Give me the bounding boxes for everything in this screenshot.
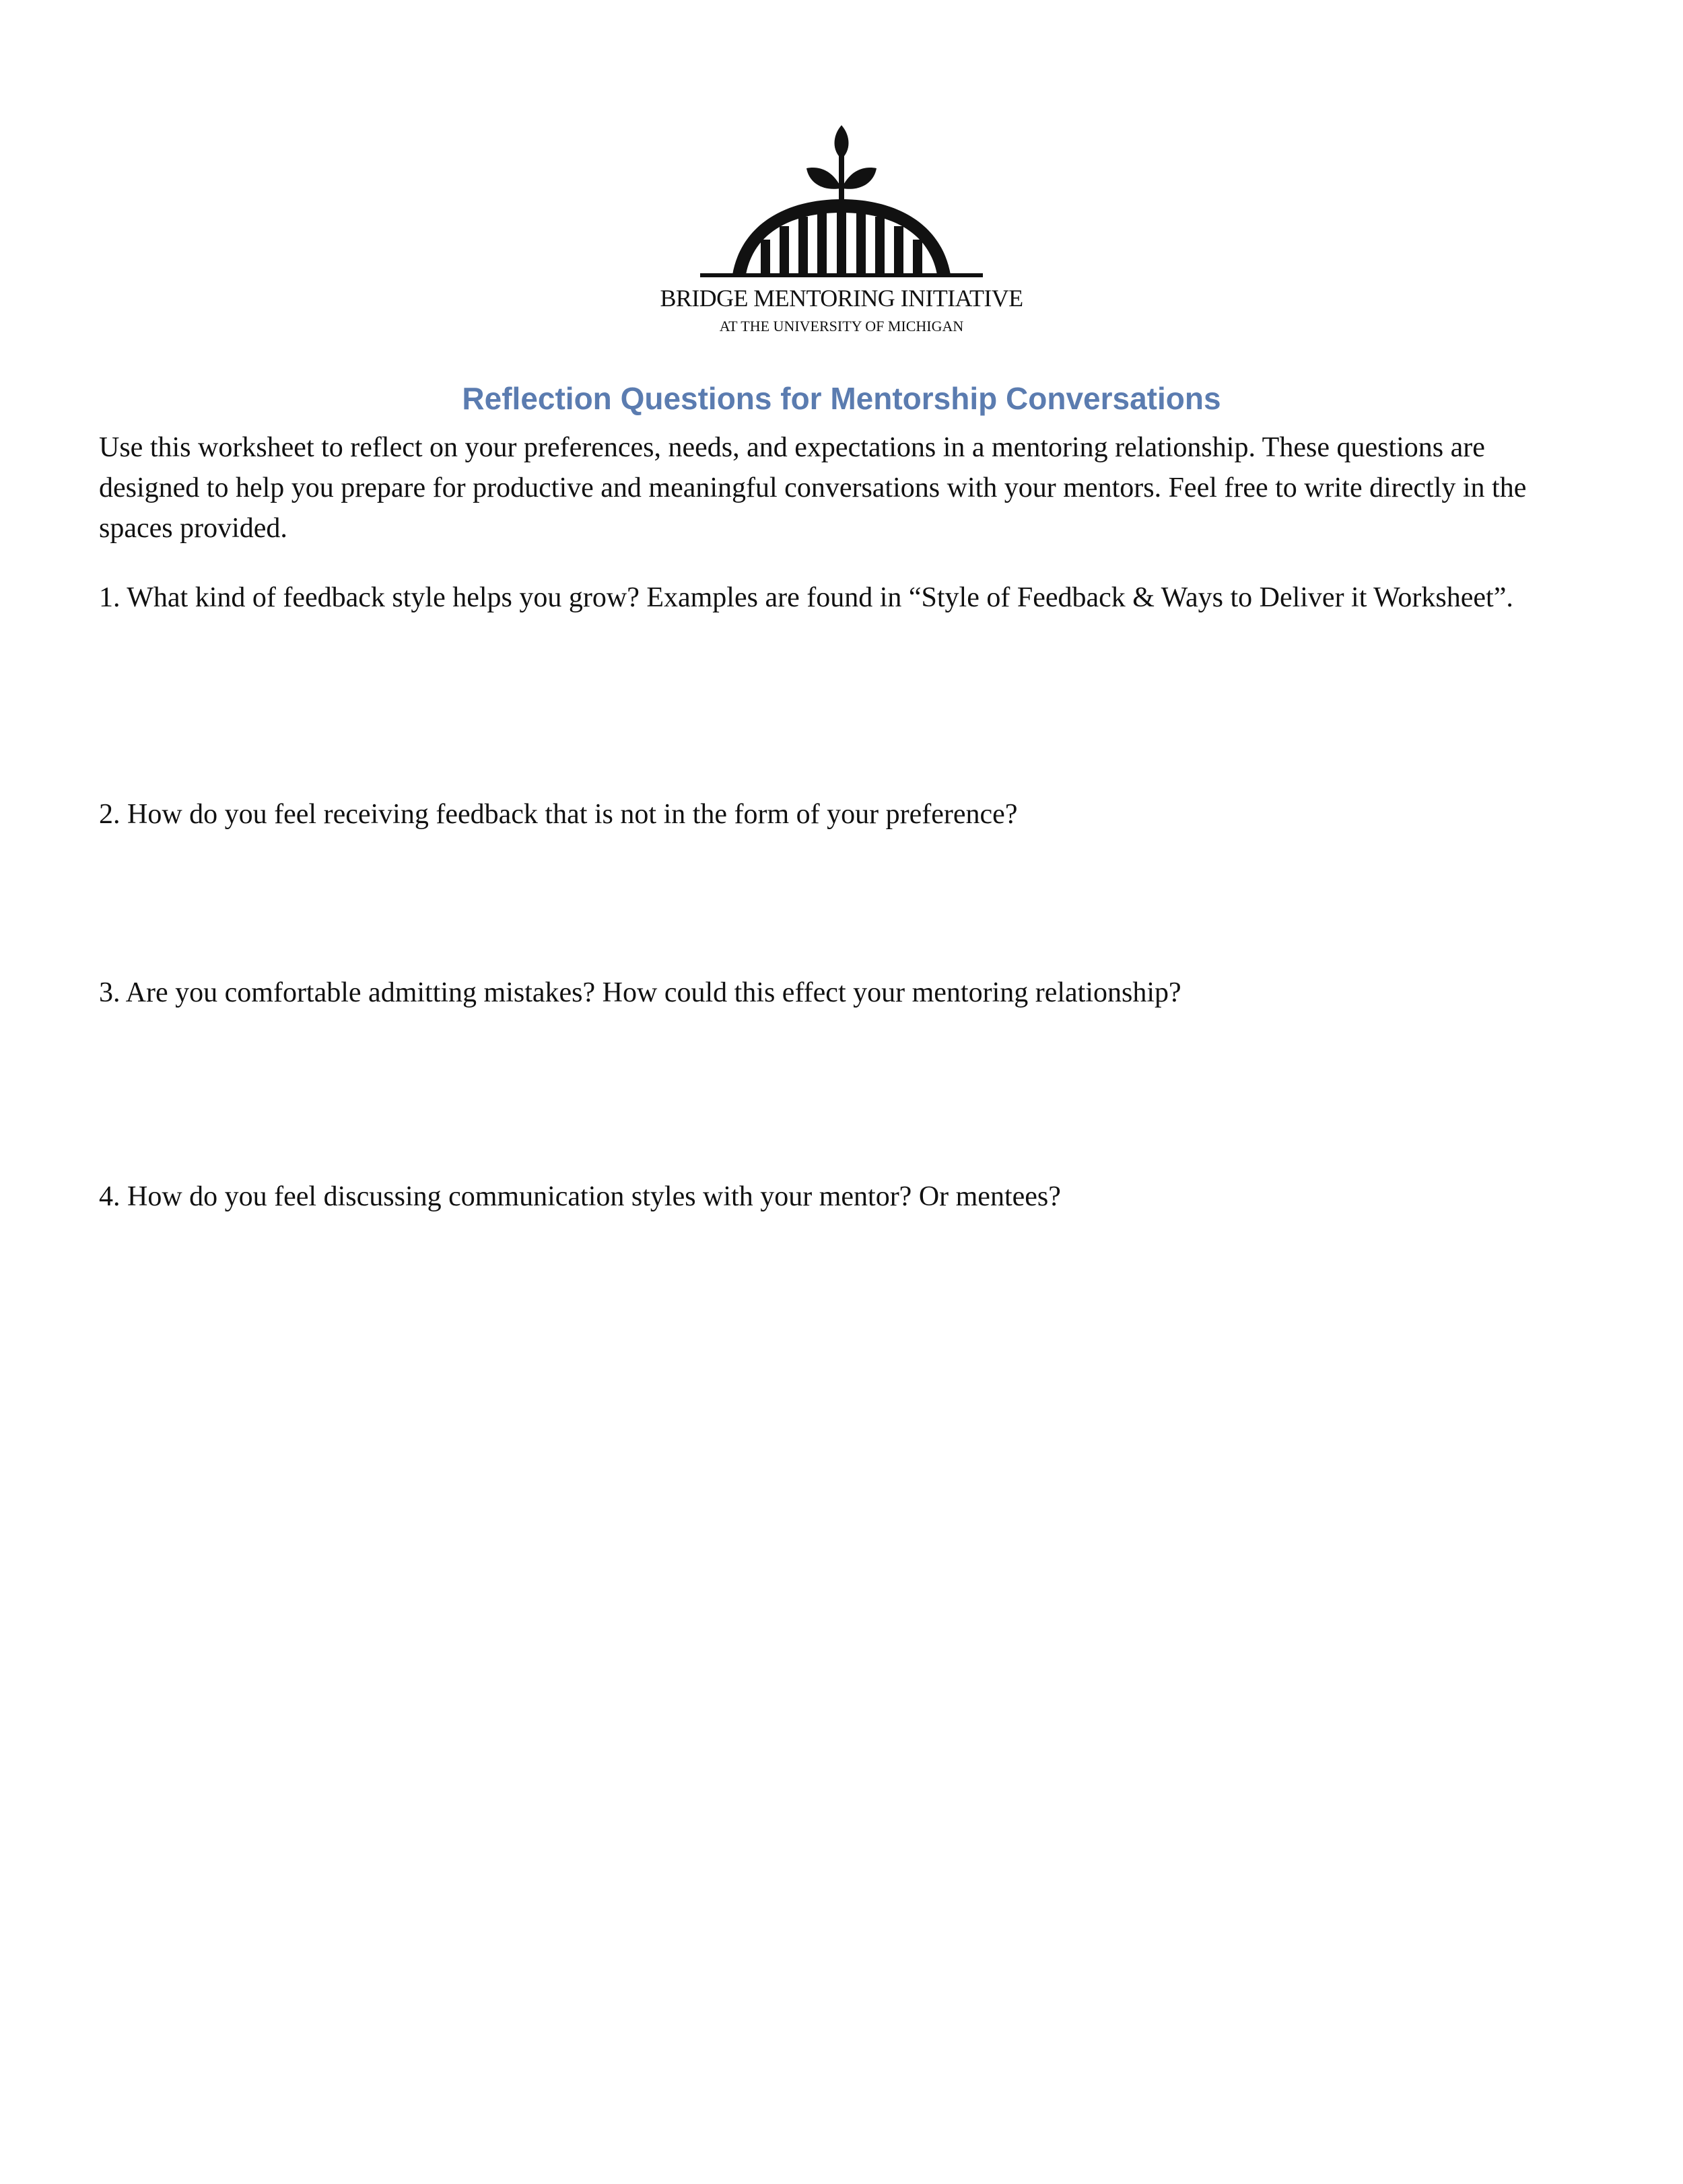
question-4: 4. How do you feel discussing communication styles with your mentor? Or mentees? bbox=[99, 1181, 1061, 1212]
logo-name: BRIDGE MENTORING INITIATIVE bbox=[660, 285, 1023, 312]
question-2: 2. How do you feel receiving feedback that is not in the form of your preference? bbox=[99, 799, 1018, 830]
logo-subtitle: AT THE UNIVERSITY OF MICHIGAN bbox=[719, 318, 964, 334]
question-3: 3. Are you comfortable admitting mistakes? How could this effect your mentoring relationship? bbox=[99, 977, 1181, 1008]
question-1: 1. What kind of feedback style helps you grow? Examples are found in “Style of Feedback & Ways to Deliver it Worksheet”. bbox=[99, 582, 1513, 613]
page-title: Reflection Questions for Mentorship Conversations bbox=[462, 381, 1221, 416]
intro-paragraph: Use this worksheet to reflect on your preferences, needs, and expectations in a mentoring relationship. These questions are designed to help you prepare for productive and meaningful conversations with your mentors. Feel free to write directly in the spaces provided. bbox=[99, 432, 1527, 544]
bridge-mentoring-logo bbox=[633, 121, 1050, 337]
bridge-sprout-icon bbox=[633, 121, 1050, 283]
